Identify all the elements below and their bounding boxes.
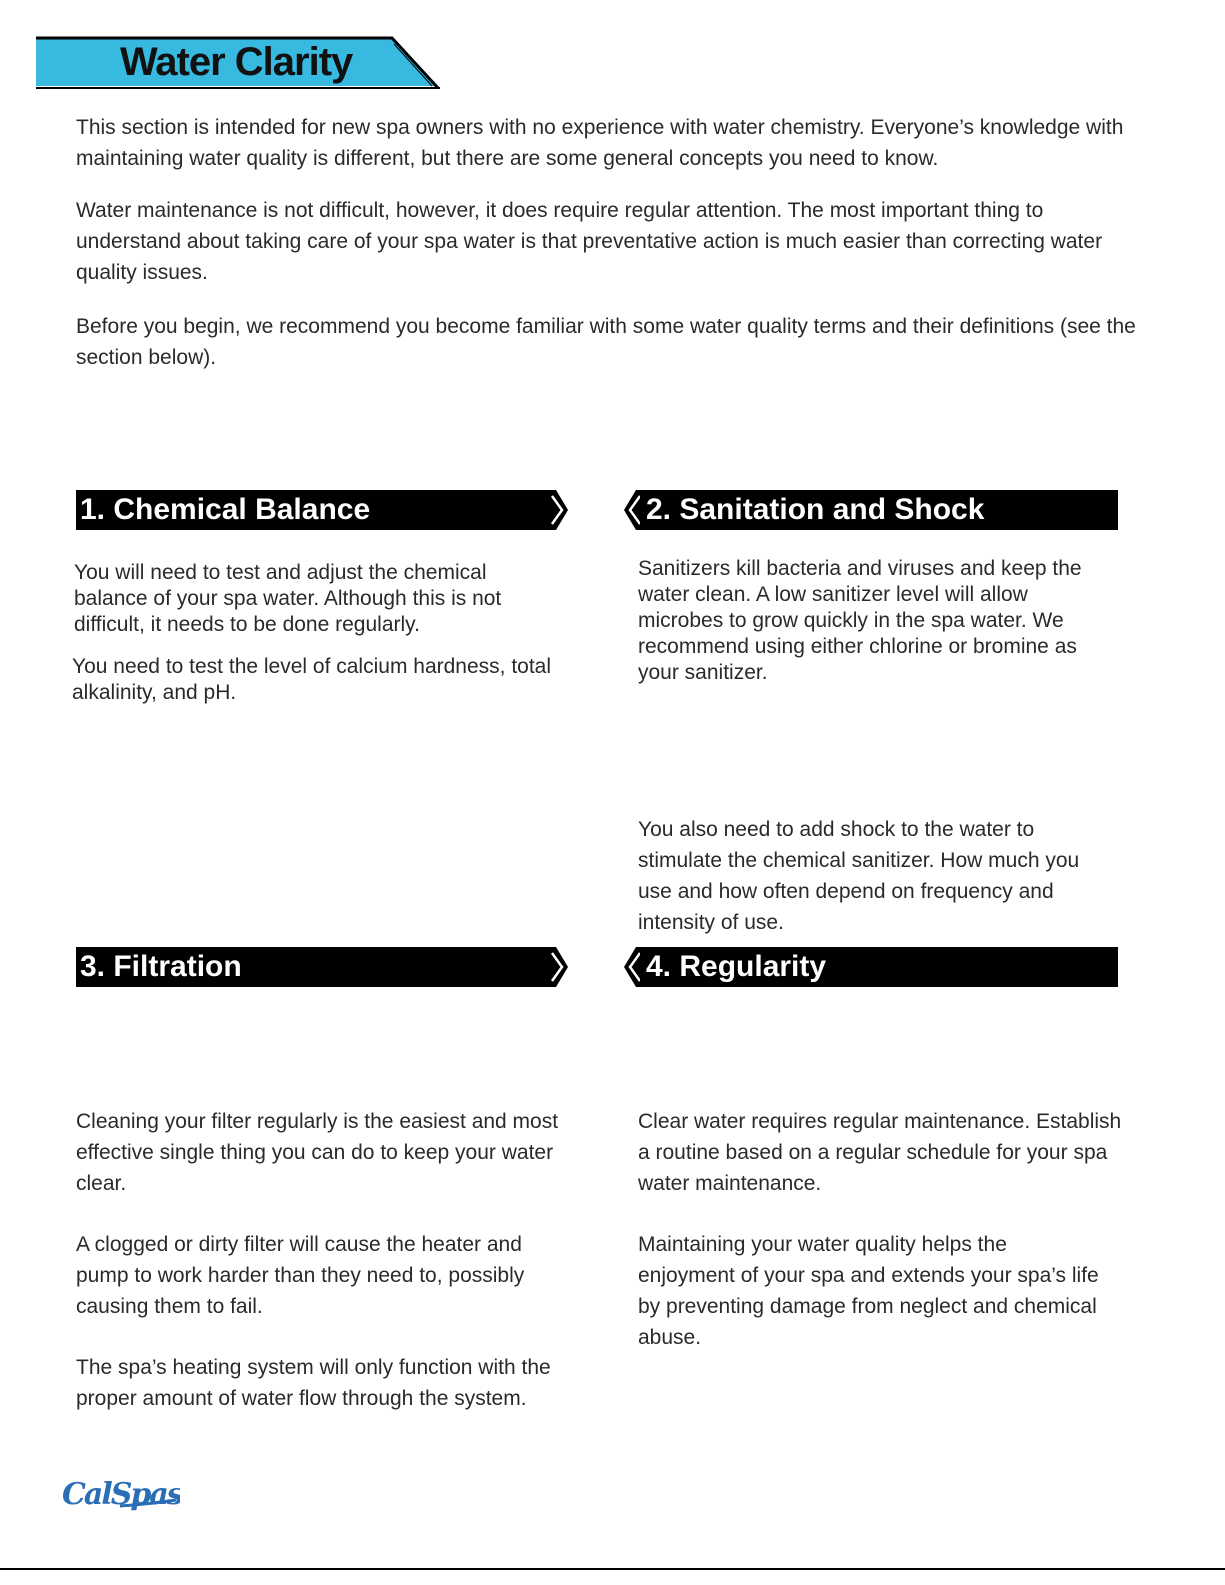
- intro-paragraph-1: This section is intended for new spa owners with no experience with water chemistry. Everyone’s knowledge with maintaining water quality is different, but there are some general concepts you need to know.: [76, 116, 1124, 170]
- filtration-paragraph-3: The spa’s heating system will only function with the proper amount of water flow through the system.: [76, 1356, 551, 1410]
- section-header-regularity: [640, 947, 1118, 987]
- intro-paragraph-2: Water maintenance is not difficult, however, it does require regular attention. The most important thing to understand about taking care of your spa water is that preventative action is much easier than correcting water quality issues.: [76, 199, 1103, 284]
- bottom-rule: [0, 1568, 1225, 1570]
- intro-paragraph-3: Before you begin, we recommend you become familiar with some water quality terms and their definitions (see the section below).: [76, 315, 1136, 369]
- section-header-sanitation-shock: [640, 490, 1118, 530]
- chemical-balance-paragraph-2: You need to test the level of calcium hardness, total alkalinity, and pH.: [72, 655, 552, 704]
- sanitation-paragraph-2: You also need to add shock to the water to stimulate the chemical sanitizer. How much you use and how often depend on frequency and intensity of use.: [638, 818, 1080, 934]
- chevron-right-icon: [548, 947, 570, 987]
- section-heading: 2. Sanitation and Shock: [646, 493, 985, 526]
- page-title: Water Clarity: [120, 40, 353, 84]
- title-banner: [36, 36, 440, 92]
- chevron-right-icon: [548, 490, 570, 530]
- cal-spas-logo: [60, 1470, 180, 1523]
- section-heading: 3. Filtration: [80, 950, 242, 983]
- chemical-balance-paragraph-1: You will need to test and adjust the chemical balance of your spa water. Although this is not difficult, it needs to be done regularly.: [74, 561, 502, 636]
- regularity-paragraph-2: Maintaining your water quality helps the enjoyment of your spa and extends your spa’s life by preventing damage from neglect and chemical abuse.: [638, 1233, 1099, 1349]
- section-header-chemical-balance: [76, 490, 556, 530]
- filtration-paragraph-1: Cleaning your filter regularly is the easiest and most effective single thing you can do to keep your water clear.: [76, 1110, 559, 1195]
- sanitation-paragraph-1: Sanitizers kill bacteria and viruses and keep the water clean. A low sanitizer level will allow microbes to grow quickly in the spa water. We recommend using either chlorine or bromine as your sanitizer.: [638, 557, 1082, 684]
- filtration-paragraph-2: A clogged or dirty filter will cause the heater and pump to work harder than they need to, possibly causing them to fail.: [76, 1233, 525, 1318]
- section-header-filtration: [76, 947, 556, 987]
- section-heading: 4. Regularity: [646, 950, 827, 983]
- svg-text:CalSpas: CalSpas: [62, 1477, 180, 1512]
- cal-spas-logo-mark: [60, 1470, 180, 1518]
- regularity-paragraph-1: Clear water requires regular maintenance. Establish a routine based on a regular schedule for your spa water maintenance.: [638, 1110, 1122, 1195]
- section-heading: 1. Chemical Balance: [80, 493, 371, 526]
